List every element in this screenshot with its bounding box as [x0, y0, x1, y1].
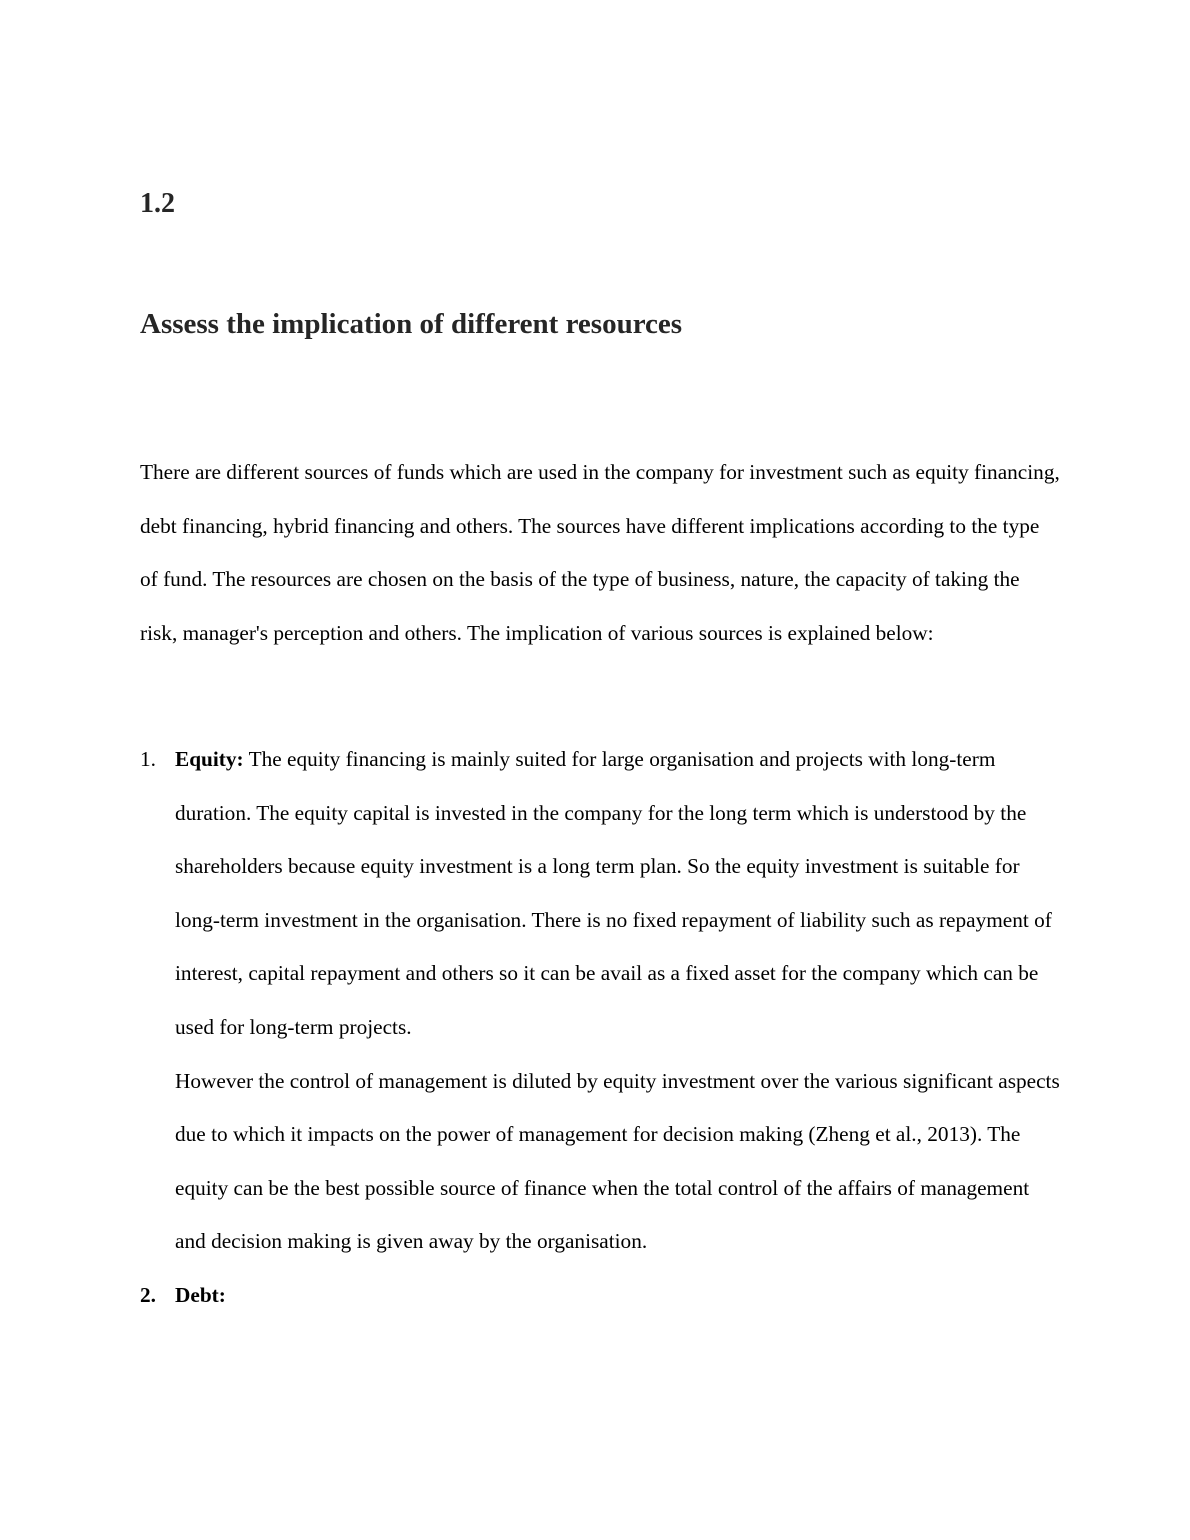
intro-paragraph: There are different sources of funds which are used in the company for investment such as equity financing, debt financing, hybrid financing and others. The sources have different implications according to the type of fund. The resources are chosen on the basis of the type of business, nature, the capacity of taking the risk, manager's perception and others. The implication of various sources is explained below:: [140, 460, 1060, 645]
sources-list: [140, 733, 1060, 1323]
section-title: Assess the implication of different resources: [140, 308, 683, 340]
equity-paragraph-2: However the control of management is diluted by equity investment over the various significant aspects due to which it impacts on the power of management for decision making (Zheng et al., 2013). The equity can be the best possible source of finance when the total control of the affairs of management and decision making is given away by the organisation.: [175, 1068, 1060, 1254]
section-number: 1.2: [140, 188, 175, 219]
list-item-equity: [140, 733, 1060, 1269]
list-term-equity: Equity:: [175, 747, 244, 771]
list-marker: 2.: [140, 1282, 156, 1307]
equity-text-1: The equity financing is mainly suited for large organisation and projects with long-term duration. The equity capital is invested in the company for the long term which is understood by the shareholders because equity investment is a long term plan. So the equity investment is suitable for long-term investment in the organisation. There is no fixed repayment of liability such as repayment of interest, capital repayment and others so it can be avail as a fixed asset for the company which can be used for long-term projects.: [175, 747, 1052, 1039]
list-item-debt: [140, 1269, 1060, 1323]
list-term-debt: Debt:: [175, 1282, 226, 1307]
equity-paragraph-1: [175, 733, 1060, 1055]
list-marker: 1.: [140, 747, 156, 771]
